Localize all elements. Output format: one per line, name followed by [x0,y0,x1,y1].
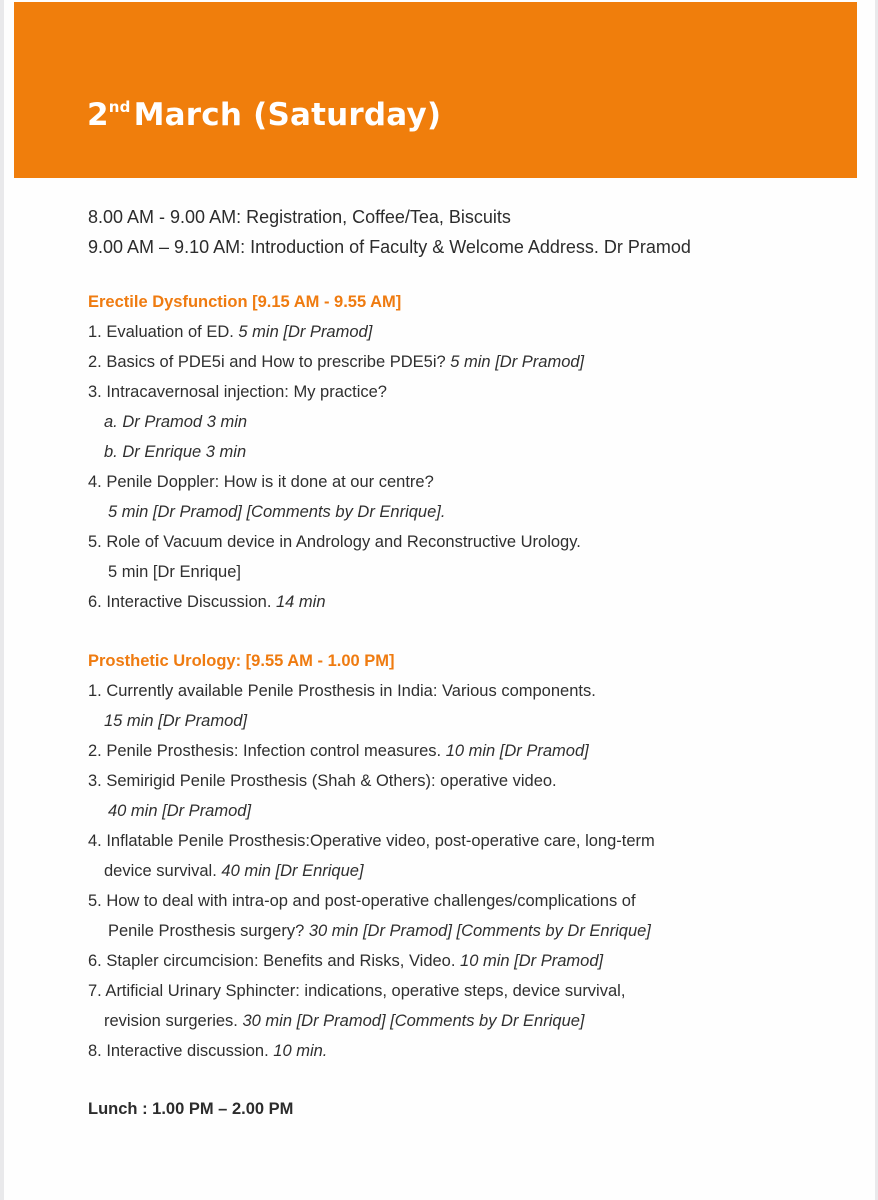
agenda-item [88,682,596,701]
agenda-item-text: 6. Stapler circumcision: Benefits and Risks, Video. [88,952,461,970]
title-ordinal: nd [108,97,131,116]
agenda-item-text: 7. Artificial Urinary Sphincter: indications, operative steps, device survival, [88,982,626,1000]
agenda-item [88,952,603,971]
agenda-item-text: 3. Semirigid Penile Prosthesis (Shah & Others): operative video. [88,772,557,790]
intro-line: 9.00 AM – 9.10 AM: Introduction of Faculty & Welcome Address. Dr Pramod [88,237,691,257]
agenda-item [104,443,246,462]
agenda-item-duration: 10 min. [273,1042,328,1060]
agenda-item-text: 4. Penile Doppler: How is it done at our centre? [88,473,434,491]
agenda-item-duration: 10 min [Dr Pramod] [445,742,589,760]
agenda-item [104,712,247,731]
agenda-item [88,892,636,911]
agenda-item-duration: 5 min [Dr Pramod] [450,353,585,371]
agenda-item [104,862,364,881]
section-heading: Erectile Dysfunction [9.15 AM - 9.55 AM] [88,293,402,311]
agenda-item [88,772,557,791]
agenda-item-text: device survival. [104,862,222,880]
agenda-item-text: 1. Currently available Penile Prosthesis in India: Various components. [88,682,596,700]
agenda-item-text: 1. Evaluation of ED. [88,323,239,341]
agenda-item [88,832,655,851]
agenda-item-text: 6. Interactive Discussion. [88,593,276,611]
agenda-item-duration: b. Dr Enrique 3 min [104,443,247,461]
agenda-item-duration: a. Dr Pramod 3 min [104,413,248,431]
agenda-item-text: 3. Intracavernosal injection: My practice? [88,383,387,401]
agenda-item-text: revision surgeries. [104,1012,243,1030]
title-day: 2 [87,97,109,133]
intro-line: 8.00 AM - 9.00 AM: Registration, Coffee/Tea, Biscuits [88,207,511,227]
lunch-line: Lunch : 1.00 PM – 2.00 PM [88,1100,294,1118]
agenda-item-text: 5. Role of Vacuum device in Andrology and Reconstructive Urology. [88,533,581,551]
agenda-item [108,802,251,821]
agenda-item-text: 8. Interactive discussion. [88,1042,274,1060]
agenda-item [104,1012,585,1031]
header-banner [14,2,857,178]
agenda-item-text: Penile Prosthesis surgery? [108,922,309,940]
agenda-item-duration: 5 min [Dr Pramod] [238,323,373,341]
agenda-item [108,503,445,522]
agenda-item-text: 4. Inflatable Penile Prosthesis:Operative video, post-operative care, long-term [88,832,655,850]
agenda-item-text: 5. How to deal with intra-op and post-operative challenges/complications of [88,892,636,910]
agenda-item [88,323,372,342]
agenda-item-duration: 40 min [Dr Pramod] [108,802,252,820]
agenda-item-text: 2. Penile Prosthesis: Infection control measures. [88,742,446,760]
agenda-item [88,593,326,612]
agenda-item-text: 2. Basics of PDE5i and How to prescribe PDE5i? [88,353,451,371]
page-title [87,97,441,133]
title-rest: March (Saturday) [133,97,442,133]
agenda-item [88,473,434,492]
section-heading: Prosthetic Urology: [9.55 AM - 1.00 PM] [88,652,395,670]
agenda-item-duration: 30 min [Dr Pramod] [Comments by Dr Enrique] [308,922,651,940]
agenda-item-duration: 30 min [Dr Pramod] [Comments by Dr Enrique] [242,1012,585,1030]
agenda-item [104,413,247,432]
agenda-item [88,982,625,1001]
agenda-item [88,533,581,552]
agenda-item-duration: 15 min [Dr Pramod] [104,712,248,730]
agenda-item [88,383,387,402]
agenda-item-duration: 5 min [Dr Pramod] [Comments by Dr Enrique]. [108,503,446,521]
agenda-item [88,353,584,372]
agenda-item [108,922,651,941]
agenda-item [88,742,589,761]
agenda-item [108,563,241,582]
agenda-item [88,1042,327,1061]
agenda-item-duration: 10 min [Dr Pramod] [460,952,604,970]
agenda-item-duration: 14 min [276,593,326,611]
agenda-item-text: 5 min [Dr Enrique] [108,563,241,581]
agenda-item-duration: 40 min [Dr Enrique] [221,862,364,880]
